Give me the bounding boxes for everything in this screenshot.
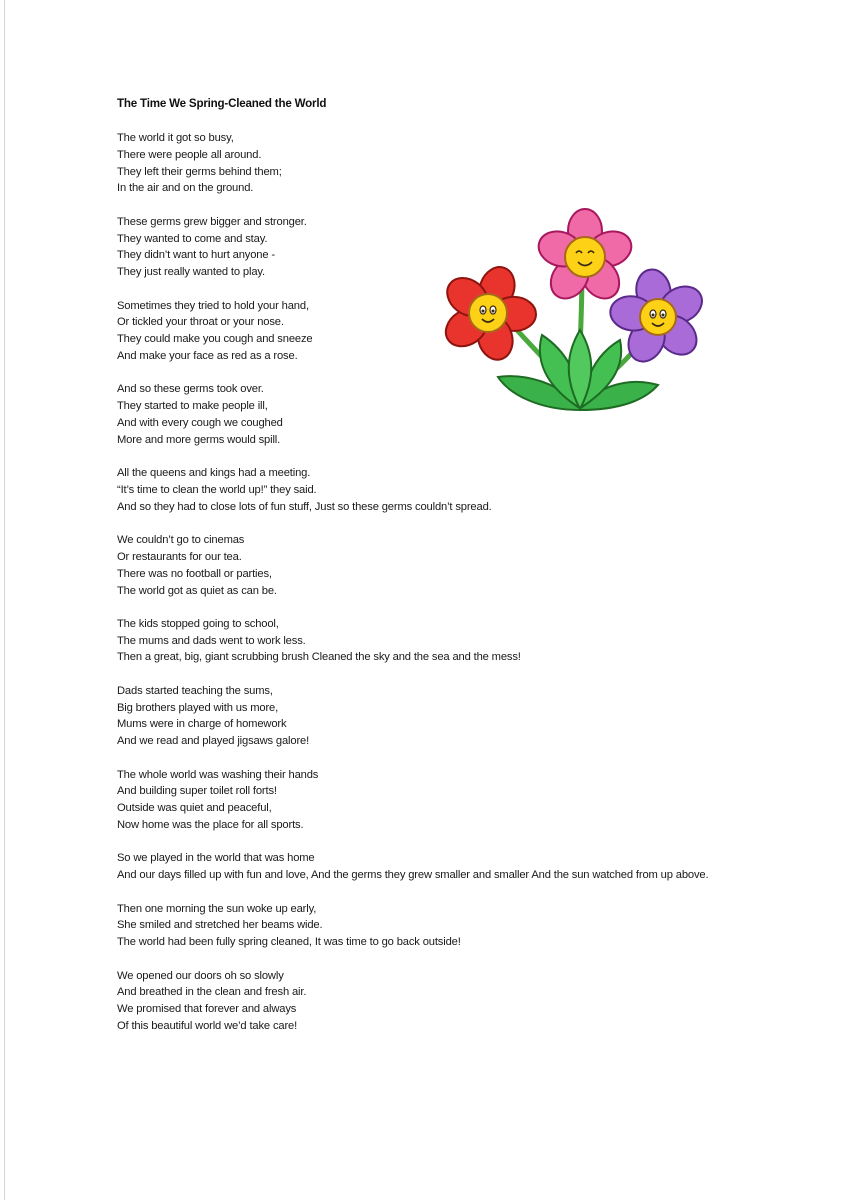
stanza bbox=[117, 532, 782, 599]
poem-title: The Time We Spring-Cleaned the World bbox=[117, 97, 327, 110]
poem-line: The whole world was washing their hands bbox=[117, 768, 319, 781]
poem-line: Or restaurants for our tea. bbox=[117, 550, 242, 563]
poem-line: And building super toilet roll forts! bbox=[117, 785, 277, 798]
poem-line: In the air and on the ground. bbox=[117, 182, 254, 195]
poem-line: Or tickled your throat or your nose. bbox=[117, 316, 284, 329]
stanza bbox=[117, 968, 782, 1035]
poem-line: They wanted to come and stay. bbox=[117, 232, 268, 245]
stanza bbox=[117, 683, 782, 750]
poem-line: The mums and dads went to work less. bbox=[117, 634, 306, 647]
poem-line: There were people all around. bbox=[117, 148, 262, 161]
poem-line: They started to make people ill, bbox=[117, 400, 268, 413]
red-flower bbox=[439, 262, 537, 364]
stanza bbox=[117, 465, 782, 515]
poem-line: “It’s time to clean the world up!” they said. bbox=[117, 483, 317, 496]
poem-line: And we read and played jigsaws galore! bbox=[117, 735, 310, 748]
poem-line: We couldn’t go to cinemas bbox=[117, 534, 245, 547]
poem-line: Dads started teaching the sums, bbox=[117, 684, 273, 697]
poem-line: We opened our doors oh so slowly bbox=[117, 969, 284, 982]
poem-line: All the queens and kings had a meeting. bbox=[117, 467, 311, 480]
poem-line: And with every cough we coughed bbox=[117, 416, 283, 429]
poem-line: The world it got so busy, bbox=[117, 132, 234, 144]
purple-flower bbox=[608, 267, 708, 368]
stanza bbox=[117, 616, 782, 666]
poem-line: The kids stopped going to school, bbox=[117, 617, 279, 630]
smiling-flowers-illustration bbox=[430, 195, 715, 435]
poem-line: Mums were in charge of homework bbox=[117, 718, 287, 731]
poem-line: And breathed in the clean and fresh air. bbox=[117, 986, 307, 999]
poem-line: They just really wanted to play. bbox=[117, 266, 265, 279]
poem-line: She smiled and stretched her beams wide. bbox=[117, 919, 323, 932]
stanza bbox=[117, 901, 782, 951]
poem-line: These germs grew bigger and stronger. bbox=[117, 215, 307, 228]
poem-line: We promised that forever and always bbox=[117, 1003, 297, 1016]
poem-line: Outside was quiet and peaceful, bbox=[117, 802, 272, 815]
poem-line: They didn’t want to hurt anyone - bbox=[117, 249, 275, 262]
poem-line: Sometimes they tried to hold your hand, bbox=[117, 299, 309, 312]
poem-line: And make your face as red as a rose. bbox=[117, 349, 298, 362]
poem-line: Then a great, big, giant scrubbing brush Cleaned the sky and the sea and the mess! bbox=[117, 651, 521, 664]
poem-line: The world got as quiet as can be. bbox=[117, 584, 277, 597]
poem-line: Then one morning the sun woke up early, bbox=[117, 902, 317, 915]
stanza bbox=[117, 767, 782, 834]
stanza bbox=[117, 850, 782, 884]
poem-line: And so these germs took over. bbox=[117, 383, 264, 396]
poem-line: They left their germs behind them; bbox=[117, 165, 282, 178]
pink-flower bbox=[534, 209, 636, 306]
poem-line: And our days filled up with fun and love, And the germs they grew smaller and smaller And the sun watched from up above. bbox=[117, 869, 709, 882]
poem-line: There was no football or parties, bbox=[117, 567, 272, 580]
poem-line: And so they had to close lots of fun stuff, Just so these germs couldn’t spread. bbox=[117, 500, 492, 513]
stanza bbox=[117, 130, 782, 197]
poem-line: They could make you cough and sneeze bbox=[117, 333, 313, 346]
poem-line: More and more germs would spill. bbox=[117, 433, 281, 446]
poem-line: Of this beautiful world we’d take care! bbox=[117, 1020, 298, 1032]
poem-line: So we played in the world that was home bbox=[117, 852, 315, 865]
document-page bbox=[4, 0, 860, 1200]
poem-line: The world had been fully spring cleaned, It was time to go back outside! bbox=[117, 936, 461, 949]
poem-line: Big brothers played with us more, bbox=[117, 701, 279, 714]
poem-line: Now home was the place for all sports. bbox=[117, 819, 304, 832]
